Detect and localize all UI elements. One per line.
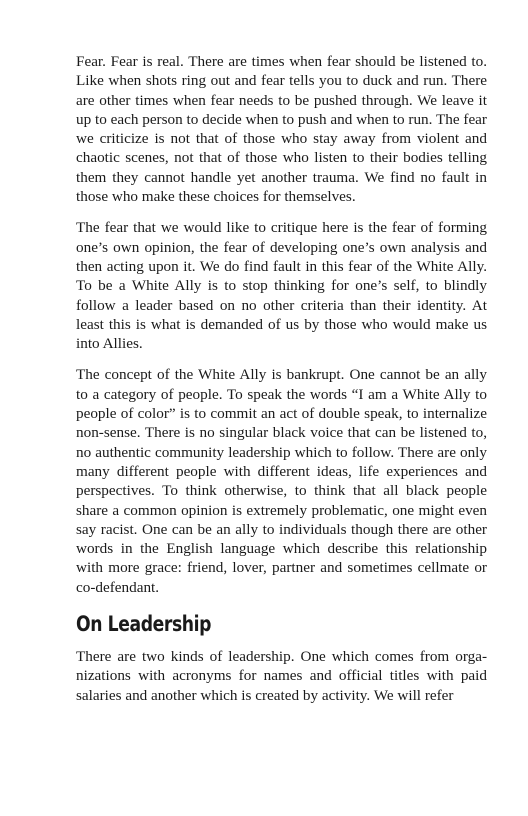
section-heading: On Leadership — [76, 612, 212, 637]
paragraph-leadership: There are two kinds of leadership. One which comes from organizations with acronyms for names and official titles with paid salaries and another which is created by activity. We will refer — [76, 648, 487, 704]
paragraph-fear: Fear. Fear is real. There are times when fear should be listened to. Like when shots ring out and fear tells you to duck and run. There are other times when fear needs to be pushed through. We leave it up to each person to decide when to push and when to run. The fear we criticize is not that of those who stay away from violent and chaotic scenes, not that of those who listen to their bodies telling them they cannot handle yet another trauma. We find no fault in those who make these choices for themselves. — [76, 53, 487, 206]
document-page — [76, 52, 487, 717]
paragraph-white-ally: The concept of the White Ally is bankrupt. One cannot be an ally to a category of people. To speak the words “I am a White Ally to people of color” is to commit an act of double speak, to internalize non-sense. There is no singular black voice that can be listened to, no authentic community leadership which to follow. There are only many different people with different ideas, life experiences and perspectives. To think otherwise, to think that all black people share a common opinion is extremely problematic, one might even say racist. One can be an ally to individuals though there are other words in the English language which describe this relationship with more grace: friend, lover, partner and sometimes cellmate or co-defendant. — [76, 366, 487, 596]
paragraph-critique: The fear that we would like to critique here is the fear of forming one’s own opinion, the fear of developing one’s own analysis and then acting upon it. We do find fault in this fear of the White Ally. To be a White Ally is to stop thinking for one’s self, to blindly follow a leader based on no other criteria than their identity. At least this is what is demanded of us by those who would make us into Allies. — [76, 219, 487, 353]
